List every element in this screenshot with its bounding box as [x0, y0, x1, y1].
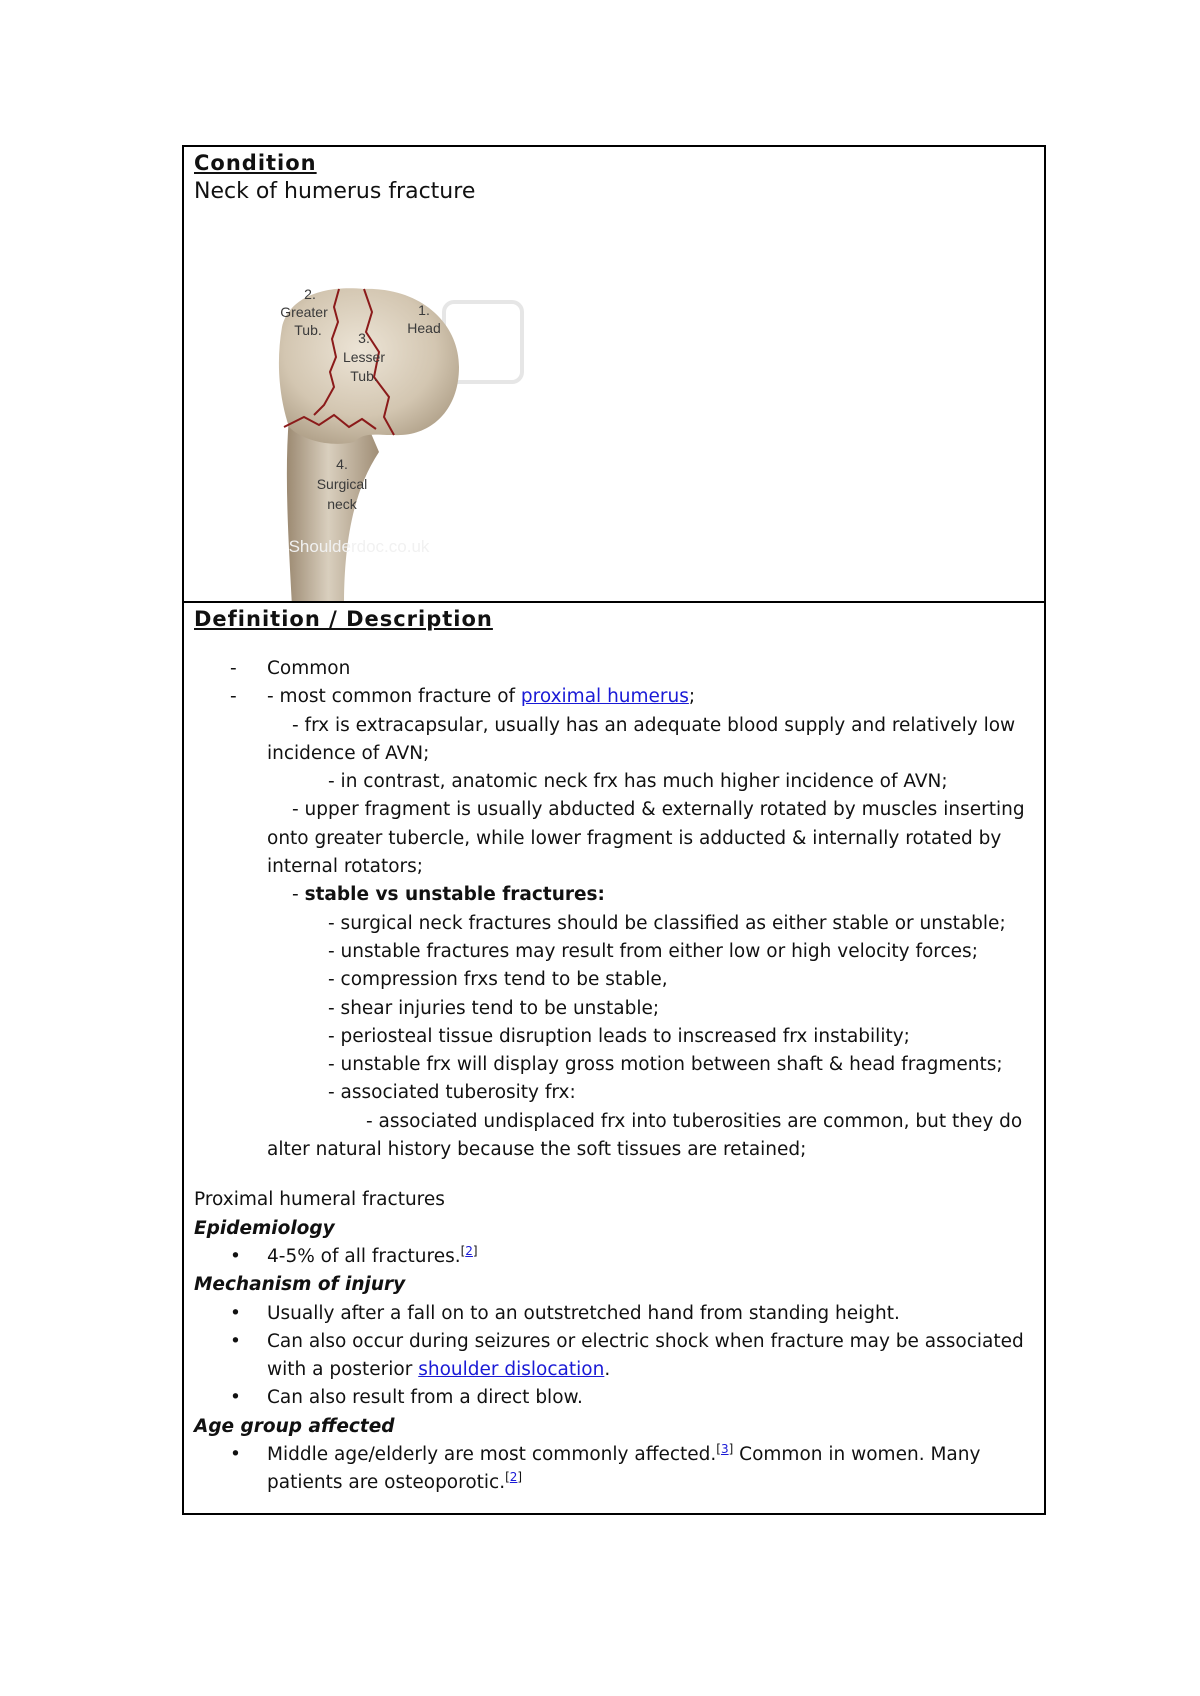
label-greater: Greater: [280, 304, 328, 320]
age-heading: Age group affected: [194, 1415, 395, 1437]
text-line: - unstable frx will display gross motion between shaft & head fragments;: [328, 1054, 1003, 1076]
label-lesser: Lesser: [342, 349, 386, 365]
dash-marker: -: [230, 686, 237, 708]
bullet-marker: •: [230, 1444, 241, 1466]
list-item: • Middle age/elderly are most commonly affected.[3] Common in women. Many patients are osteoporotic.[2]: [230, 1441, 981, 1494]
bullet-marker: •: [230, 1387, 241, 1409]
proximal-title: Proximal humeral fractures: [194, 1189, 445, 1211]
reference-link[interactable]: 3: [720, 1441, 729, 1456]
list-item: [194, 1328, 1034, 1385]
label-lesser-number: 3.: [358, 330, 370, 346]
bullet-marker: •: [230, 1245, 241, 1267]
shoulder-dislocation-link[interactable]: shoulder dislocation: [418, 1359, 605, 1381]
text-line: - associated tuberosity frx:: [328, 1082, 576, 1104]
mechanism-text: Can also result from a direct blow.: [267, 1387, 583, 1409]
stable-dash: -: [292, 884, 305, 906]
mechanism-heading: Mechanism of injury: [194, 1274, 406, 1296]
dash-item-text: Common: [267, 658, 351, 679]
dash-item-suffix: ;: [688, 686, 696, 708]
text-line: - periosteal tissue disruption leads to inscreased frx instability;: [328, 1025, 910, 1047]
label-lesser-tub: Tub.: [350, 368, 378, 384]
text-line: - surgical neck fractures should be classified as either stable or unstable;: [328, 912, 1006, 934]
dash-item-most-common: [194, 683, 1034, 711]
label-greater-tub: Tub.: [294, 322, 322, 338]
text-line: - associated undisplaced frx into tuberosities are common, but they do: [366, 1110, 1023, 1132]
condition-heading: Condition: [194, 151, 317, 175]
text-line: internal rotators;: [267, 856, 424, 878]
list-item: [194, 1384, 1034, 1412]
label-greater-number: 2.: [304, 286, 316, 302]
definition-body: [194, 655, 1034, 1498]
condition-name: Neck of humerus fracture: [194, 179, 476, 204]
mechanism-text: Can also occur during seizures or electric shock when fracture may be associated: [267, 1330, 1024, 1352]
epidemiology-heading: Epidemiology: [194, 1217, 335, 1239]
text-line: - in contrast, anatomic neck frx has much higher incidence of AVN;: [328, 771, 948, 793]
label-head-number: 1.: [418, 302, 430, 318]
spacer: [194, 1164, 1034, 1186]
label-surgical: Surgical: [316, 476, 368, 492]
text-line: incidence of AVN;: [267, 742, 430, 764]
reference-link[interactable]: 2: [509, 1470, 518, 1485]
age-text: patients are osteoporotic.: [267, 1472, 506, 1494]
list-item: • 4-5% of all fractures.[2]: [194, 1243, 1034, 1271]
text-line: onto greater tubercle, while lower fragment is adducted & internally rotated by: [267, 827, 1002, 849]
age-text: Common in women. Many: [733, 1444, 981, 1466]
definition-heading: Definition / Description: [194, 607, 493, 631]
label-head: Head: [407, 320, 441, 336]
definition-cell: [184, 603, 1044, 1513]
bullet-marker: •: [230, 1302, 241, 1324]
epidemiology-text: 4-5% of all fractures.: [267, 1245, 461, 1267]
text-line: - compression frxs tend to be stable,: [328, 969, 668, 991]
condition-cell: [184, 147, 1044, 603]
document-table: [182, 145, 1046, 1515]
proximal-humerus-link[interactable]: proximal humerus: [520, 686, 689, 708]
stable-heading: stable vs unstable fractures:: [304, 884, 605, 906]
dash-marker: -: [230, 658, 237, 679]
text-line: - unstable fractures may result from either low or high velocity forces;: [328, 940, 978, 962]
dash-item-prefix: - most common fracture of: [267, 686, 521, 708]
text-line: - shear injuries tend to be unstable;: [328, 997, 660, 1019]
text-line: alter natural history because the soft tissues are retained;: [267, 1139, 807, 1161]
dash-item-common: [194, 655, 1034, 683]
mechanism-text: Usually after a fall on to an outstretched hand from standing height.: [267, 1302, 900, 1324]
reference-link[interactable]: 2: [465, 1243, 473, 1258]
text-line: - upper fragment is usually abducted & externally rotated by muscles inserting: [292, 799, 1025, 821]
text-line: - frx is extracapsular, usually has an adequate blood supply and relatively low: [292, 714, 1016, 736]
watermark-text: Shoulderdoc.co.uk: [288, 537, 430, 556]
list-item: [194, 1300, 1034, 1328]
label-neck: neck: [327, 496, 357, 512]
mechanism-text: .: [604, 1359, 611, 1381]
humerus-fracture-illustration: [244, 267, 524, 603]
bullet-marker: •: [230, 1330, 241, 1352]
label-surgical-number: 4.: [336, 456, 348, 472]
stable-heading-line: [194, 881, 1034, 909]
mechanism-text: with a posterior: [267, 1359, 419, 1381]
age-text: Middle age/elderly are most commonly affected.: [267, 1444, 717, 1466]
